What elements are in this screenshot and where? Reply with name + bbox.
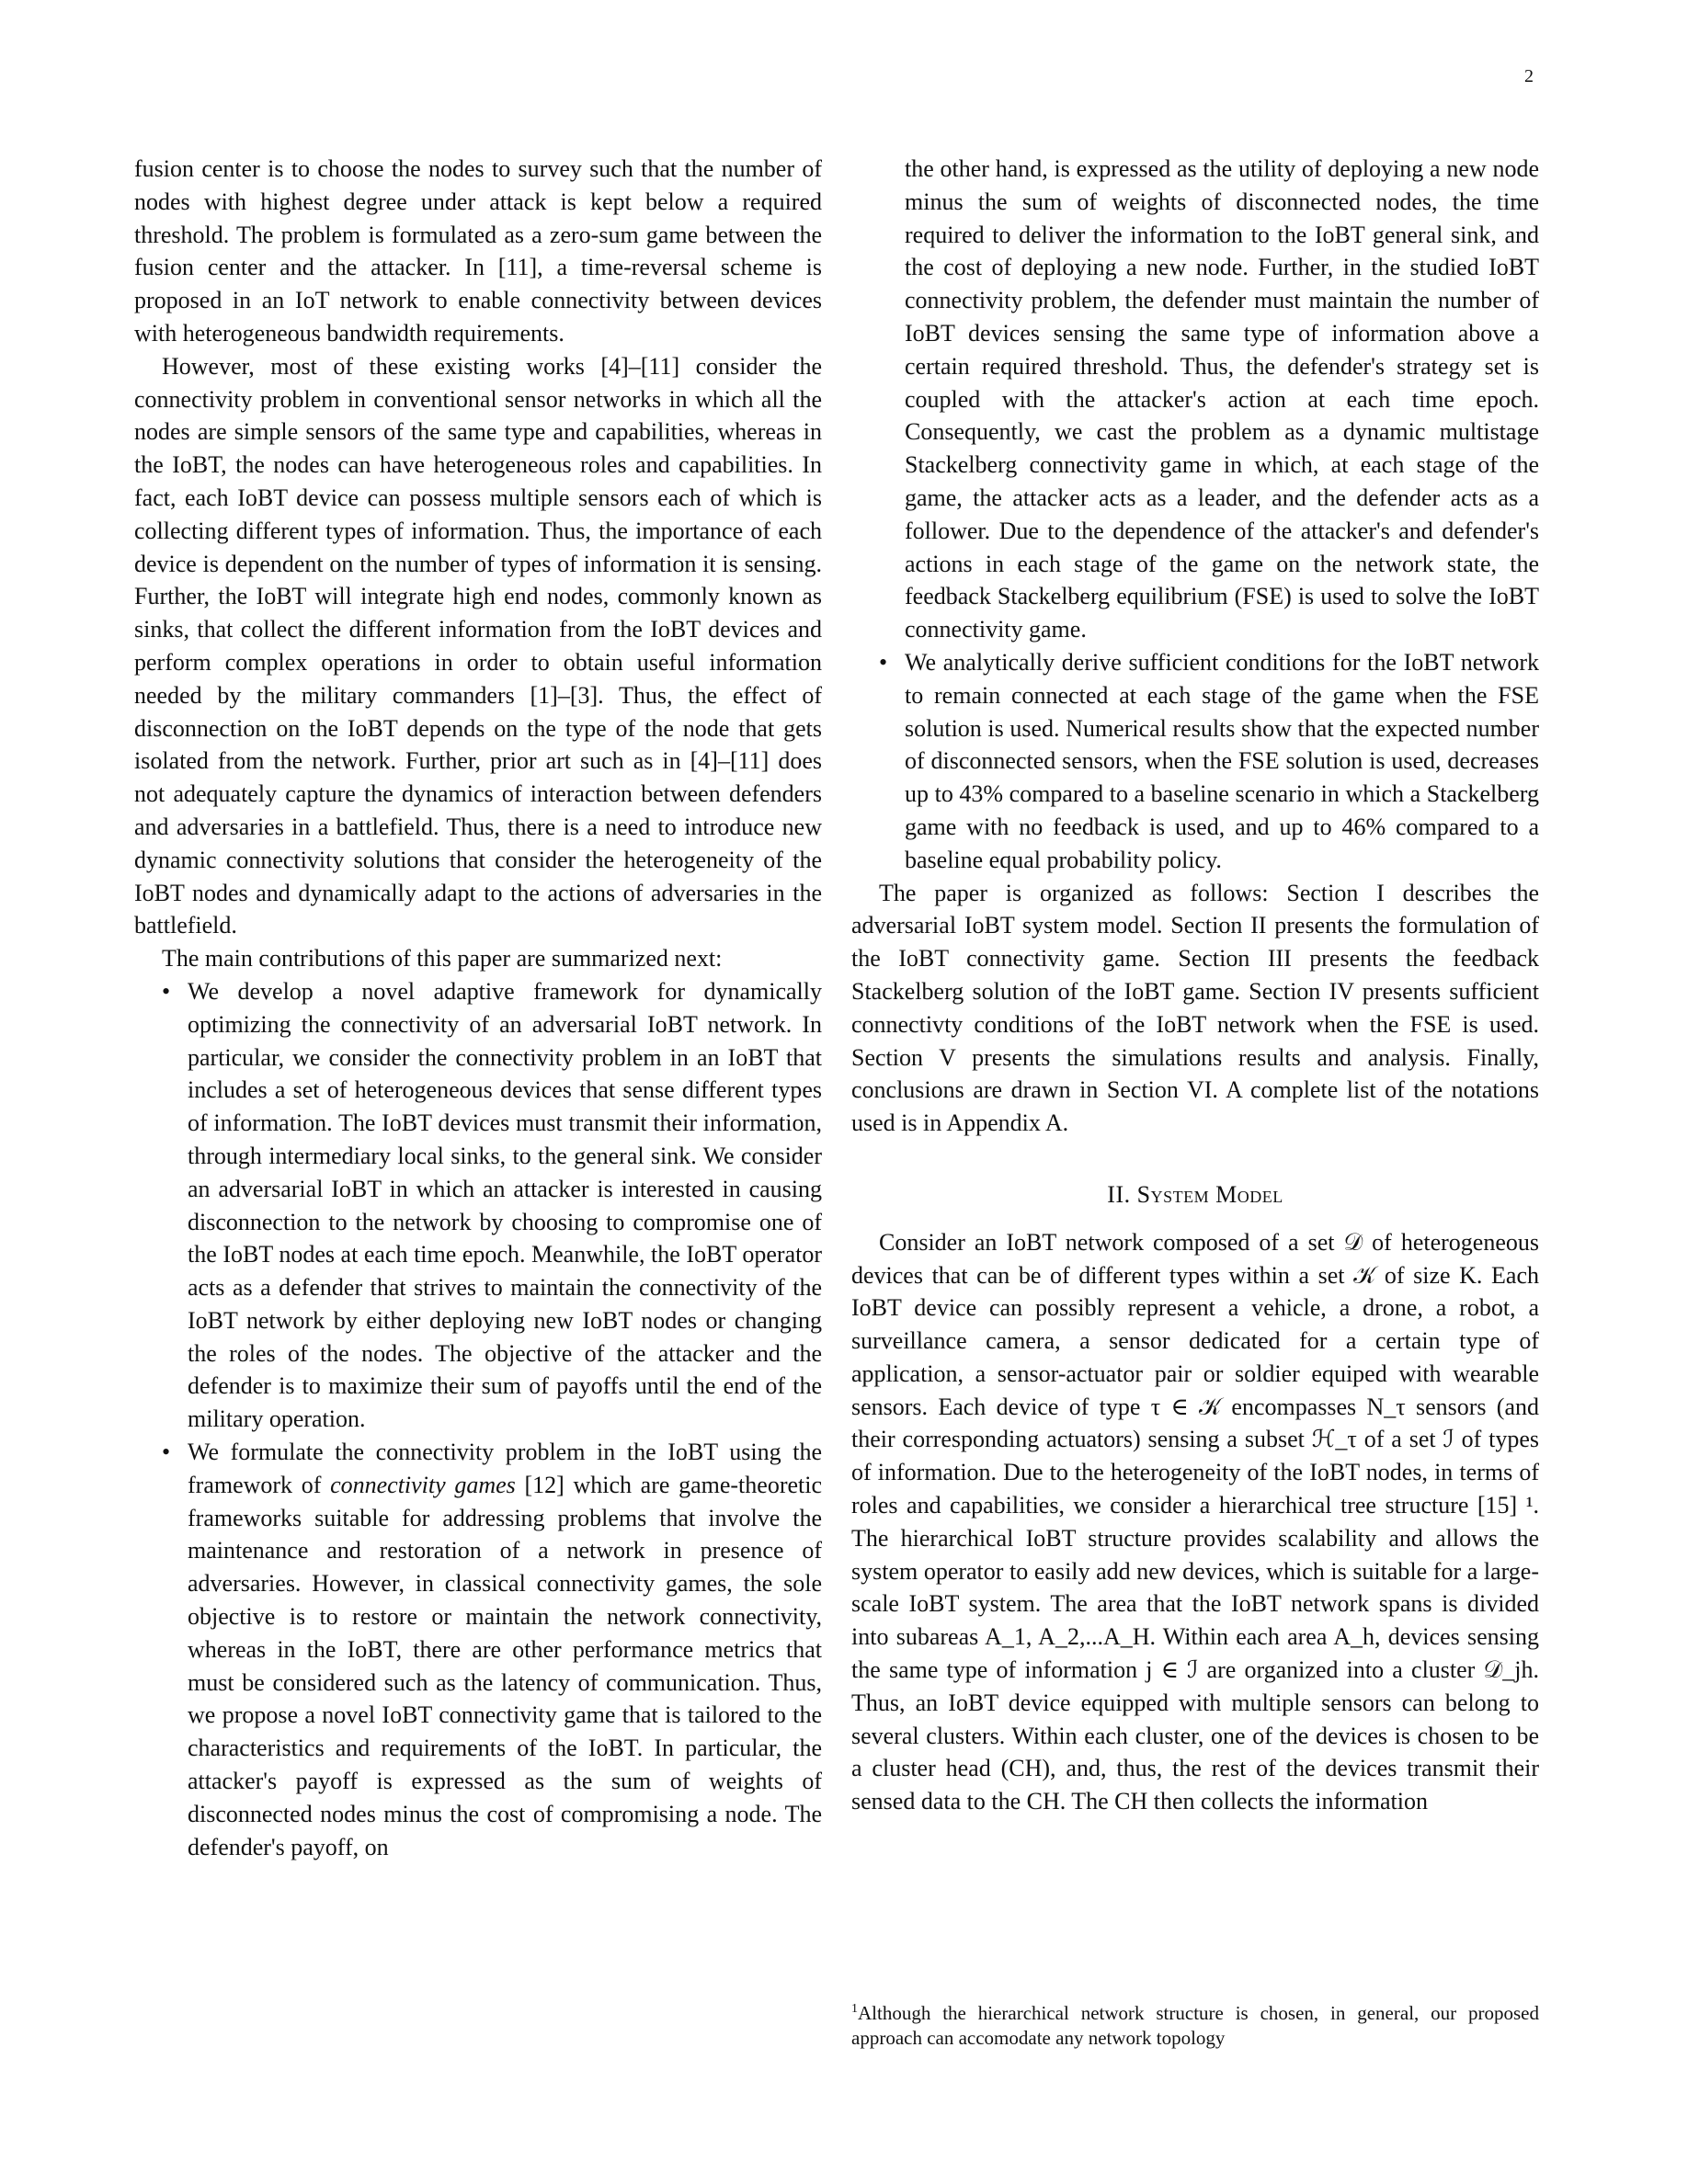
section-title: System Model (1136, 1180, 1283, 1208)
bullet-icon: • (162, 977, 171, 1005)
footnote-text: Although the hierarchical network structure is chosen, in general, our proposed approach can accomodate any network topology (851, 2002, 1539, 2049)
contribution-item-1 (134, 975, 822, 1436)
contribution-text-1: We develop a novel adaptive framework for dynamically optimizing the connectivity of an adversarial IoBT network. In particular, we consider the connectivity problem in an IoBT that includes a set of heterogeneous devices that sense different types of information. The IoBT devices must transmit their information, through intermediary local sinks, to the general sink. We consider an adversarial IoBT in which an attacker is interested in causing disconnection to the network by choosing to compromise one of the IoBT nodes at each time epoch. Meanwhile, the IoBT operator acts as a defender that strives to maintain the connectivity of the IoBT network by either deploying new IoBT nodes or changing the roles of the nodes. The objective of the attacker and the defender is to maximize their sum of payoffs until the end of the military operation. (188, 977, 822, 1433)
contribution-text-3: We analytically derive sufficient conditions for the IoBT network to remain connected at each stage of the game when the FSE solution is used. Numerical results show that the expected number of disconnected sensors, when the FSE solution is used, decreases up to 43% compared to a baseline scenario in which a Stackelberg game with no feedback is used, and up to 46% compared to a baseline equal probability policy. (905, 648, 1539, 873)
contribution-emphasis: connectivity games (330, 1471, 516, 1498)
contributions-list (134, 975, 822, 1864)
contribution-item-2-continued: the other hand, is expressed as the utility of deploying a new node minus the sum of weights of disconnected nodes, the time required to deliver the information to the IoBT general sink, and the cost of deploying a new node. Further, in the studied IoBT connectivity problem, the defender must maintain the number of IoBT devices sensing the same type of information above a certain required threshold. Thus, the defender's strategy set is coupled with the attacker's action at each time epoch. Consequently, we cast the problem as a dynamic multistage Stackelberg connectivity game in which, at each stage of the game, the attacker acts as a leader, and the defender acts as a follower. Due to the dependence of the attacker's and defender's actions in each stage of the game on the network state, the feedback Stackelberg equilibrium (FSE) is used to solve the IoBT connectivity game. (905, 155, 1539, 643)
right-column (851, 153, 1539, 1818)
paragraph-organization: The paper is organized as follows: Section I describes the adversarial IoBT system model. Section II presents the formulation of the IoBT connectivity game. Section III presents the feedback Stackelberg solution of the IoBT game. Section IV presents sufficient connectivty conditions of the IoBT network when the FSE is used. Section V presents the simulations results and analysis. Finally, conclusions are drawn in Section VI. A complete list of the notations used is in Appendix A. (851, 879, 1539, 1137)
page-number: 2 (1524, 66, 1534, 86)
left-column (134, 153, 822, 1863)
bullet-icon: • (162, 1439, 171, 1466)
contribution-item-2 (134, 1436, 822, 1863)
contributions-list-continued (851, 646, 1539, 877)
paragraph-limitations: However, most of these existing works [4]–[11] consider the connectivity problem in conventional sensor networks in which all the nodes are simple sensors of the same type and capabilities, whereas in the IoBT, the nodes can have heterogeneous roles and capabilities. In fact, each IoBT device can possess multiple sensors each of which is collecting different types of information. Thus, the importance of each device is dependent on the number of types of information it is sensing. Further, the IoBT will integrate high end nodes, commonly known as sinks, that collect the different information from the IoBT devices and perform complex operations in order to obtain useful information needed by the military commanders [1]–[3]. Thus, the effect of disconnection on the IoBT depends on the type of the node that gets isolated from the network. Further, prior art such as in [4]–[11] does not adequately capture the dynamics of interaction between defenders and adversaries in a battlefield. Thus, there is a need to introduce new dynamic connectivity solutions that consider the heterogeneity of the IoBT nodes and dynamically adapt to the actions of adversaries in the battlefield. (134, 352, 822, 939)
footnote (851, 1996, 1539, 2051)
contribution-text-2b: [12] which are game-theoretic frameworks suitable for addressing problems that involve the maintenance and restoration of a network in presence of adversaries. However, in classical connectivity games, the sole objective is to restore or maintain the network connectivity, whereas in the IoBT, there are other performance metrics that must be considered such as the latency of communication. Thus, we propose a novel IoBT connectivity game that is tailored to the characteristics and requirements of the IoBT. In particular, the attacker's payoff is expressed as the sum of weights of disconnected nodes minus the cost of compromising a node. The defender's payoff, on (188, 1471, 823, 1860)
paragraph-contributions-intro: The main contributions of this paper are summarized next: (162, 945, 723, 973)
section-number: II. (1107, 1180, 1131, 1208)
bullet-icon: • (879, 648, 888, 676)
paragraph-system-model: Consider an IoBT network composed of a set 𝒟 of heterogeneous devices that can be of different types within a set 𝒦 of size K. Each IoBT device can possibly represent a vehicle, a drone, a robot, a surveillance camera, a sensor dedicated for a certain type of application, a sensor-actuator pair or soldier equiped with wearable sensors. Each device of type τ ∈ 𝒦 encompasses N_τ sensors (and their corresponding actuators) sensing a subset ℋ_τ of a set ℐ of types of information. Due to the heterogeneity of the IoBT nodes, in terms of roles and capabilities, we consider a hierarchical tree structure [15] ¹. The hierarchical IoBT structure provides scalability and allows the system operator to easily add new devices, which is suitable for a large-scale IoBT system. The area that the IoBT network spans is divided into subareas A_1, A_2,...A_H. Within each area A_h, devices sensing the same type of information j ∈ ℐ are organized into a cluster 𝒟_jh. Thus, an IoBT device equipped with multiple sensors can belong to several clusters. Within each cluster, one of the devices is chosen to be a cluster head (CH), and, thus, the rest of the devices transmit their sensed data to the CH. The CH then collects the information (851, 1228, 1539, 1815)
section-heading (851, 1178, 1539, 1211)
footnote-mark: 1 (851, 2002, 858, 2016)
contribution-item-3 (851, 646, 1539, 877)
contribution-text-2a: We formulate the connectivity problem in the IoBT using the framework of (188, 1439, 822, 1498)
paragraph-related-work: fusion center is to choose the nodes to survey such that the number of nodes with highest degree under attack is kept below a required threshold. The problem is formulated as a zero-sum game between the fusion center and the attacker. In [11], a time-reversal scheme is proposed in an IoT network to enable connectivity between devices with heterogeneous bandwidth requirements. (134, 155, 822, 347)
